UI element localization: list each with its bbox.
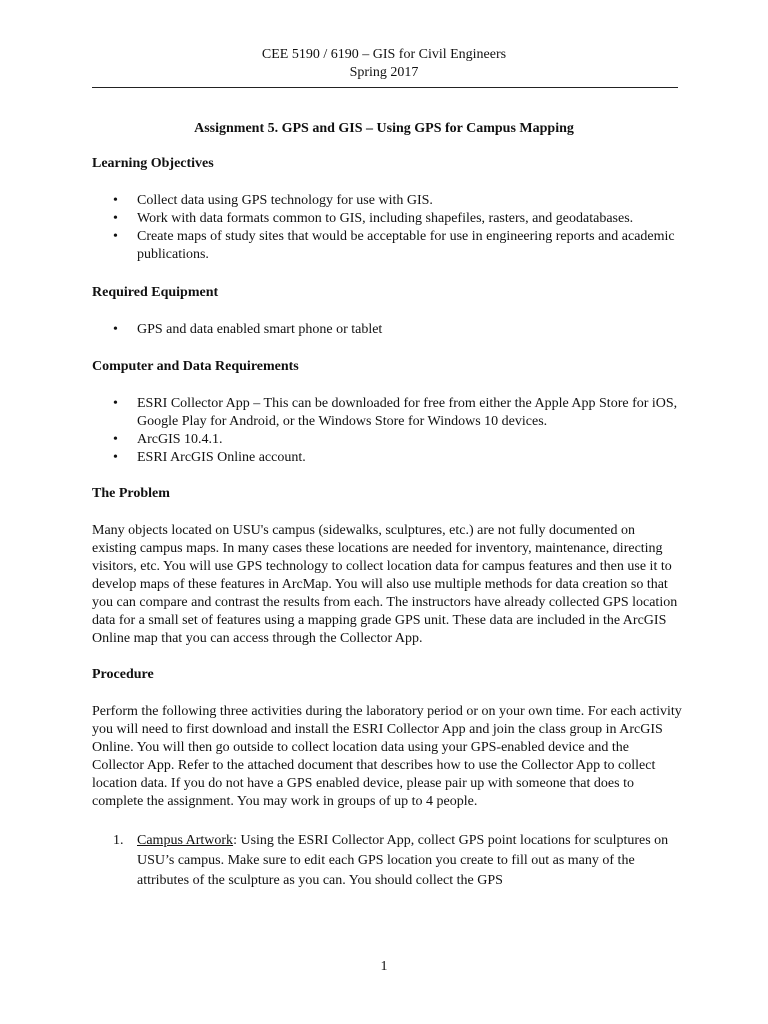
- procedure-steps: [92, 831, 682, 891]
- page-number: 1: [380, 959, 388, 974]
- step-number: 1.: [113, 833, 124, 848]
- step-label: Campus Artwork: [137, 833, 234, 848]
- computer-requirements-heading: Computer and Data Requirements: [92, 359, 299, 374]
- document-body: [92, 155, 682, 891]
- assignment-title: Assignment 5. GPS and GIS – Using GPS for Campus Mapping: [194, 121, 574, 136]
- bullet-icon: •: [113, 193, 118, 208]
- objectives-list: [92, 192, 682, 264]
- equipment-list: [92, 321, 682, 339]
- bullet-icon: •: [113, 450, 118, 465]
- list-item: • ArcGIS 10.4.1.: [113, 432, 223, 447]
- list-item: [92, 831, 682, 891]
- step-text: : Using the ESRI Collector App, collect GPS point locations for sculptures on USU’s campus. Make sure to edit each GPS location you create to fill out as many of the attributes of the sculpture as you can. You should collect the GPS: [137, 833, 669, 888]
- list-item: • Collect data using GPS technology for use with GIS.: [113, 193, 433, 208]
- list-item: • Work with data formats common to GIS, including shapefiles, rasters, and geodatabases.: [113, 211, 634, 226]
- bullet-icon: •: [113, 432, 118, 447]
- procedure-heading: Procedure: [92, 667, 154, 682]
- list-item: • ESRI ArcGIS Online account.: [113, 450, 306, 465]
- bullet-icon: •: [113, 229, 118, 244]
- header-rule: [92, 87, 678, 88]
- problem-heading: The Problem: [92, 486, 170, 501]
- computer-requirements-list: [92, 395, 682, 467]
- bullet-icon: •: [113, 211, 118, 226]
- bullet-icon: •: [113, 322, 118, 337]
- list-item: • GPS and data enabled smart phone or tablet: [113, 322, 383, 337]
- page-header: [0, 46, 768, 82]
- list-item: • ESRI Collector App – This can be downloaded for free from either the Apple App Store for iOS, Google Play for Android, or the Windows Store for Windows 10 devices.: [113, 396, 678, 429]
- procedure-paragraph: Perform the following three activities during the laboratory period or on your own time. For each activity you will need to first download and install the ESRI Collector App and join the class group in ArcGIS Online. You will then go outside to collect location data using your GPS-enabled device and the Collector App. Refer to the attached document that describes how to use the Collector App to collect location data. If you do not have a GPS enabled device, please pair up with someone that does to complete the assignment. You may work in groups of up to 4 people.: [92, 704, 682, 809]
- equipment-heading: Required Equipment: [92, 285, 219, 300]
- course-term: Spring 2017: [349, 65, 419, 80]
- problem-paragraph: Many objects located on USU's campus (sidewalks, sculptures, etc.) are not fully documented on existing campus maps. In many cases these locations are needed for inventory, maintenance, directing visitors, etc. You will use GPS technology to collect location data for campus features and then use it to develop maps of these features in ArcMap. You will also use multiple methods for data creation so that you can compare and contrast the results from each. The instructors have already collected GPS location data for a small set of features using a mapping grade GPS unit. These data are included in the ArcGIS Online map that you can access through the Collector App.: [92, 523, 678, 646]
- bullet-icon: •: [113, 396, 118, 411]
- list-item: • Create maps of study sites that would be acceptable for use in engineering reports and academic publications.: [113, 229, 675, 262]
- course-title: CEE 5190 / 6190 – GIS for Civil Engineers: [261, 47, 507, 62]
- objectives-heading: Learning Objectives: [92, 156, 214, 171]
